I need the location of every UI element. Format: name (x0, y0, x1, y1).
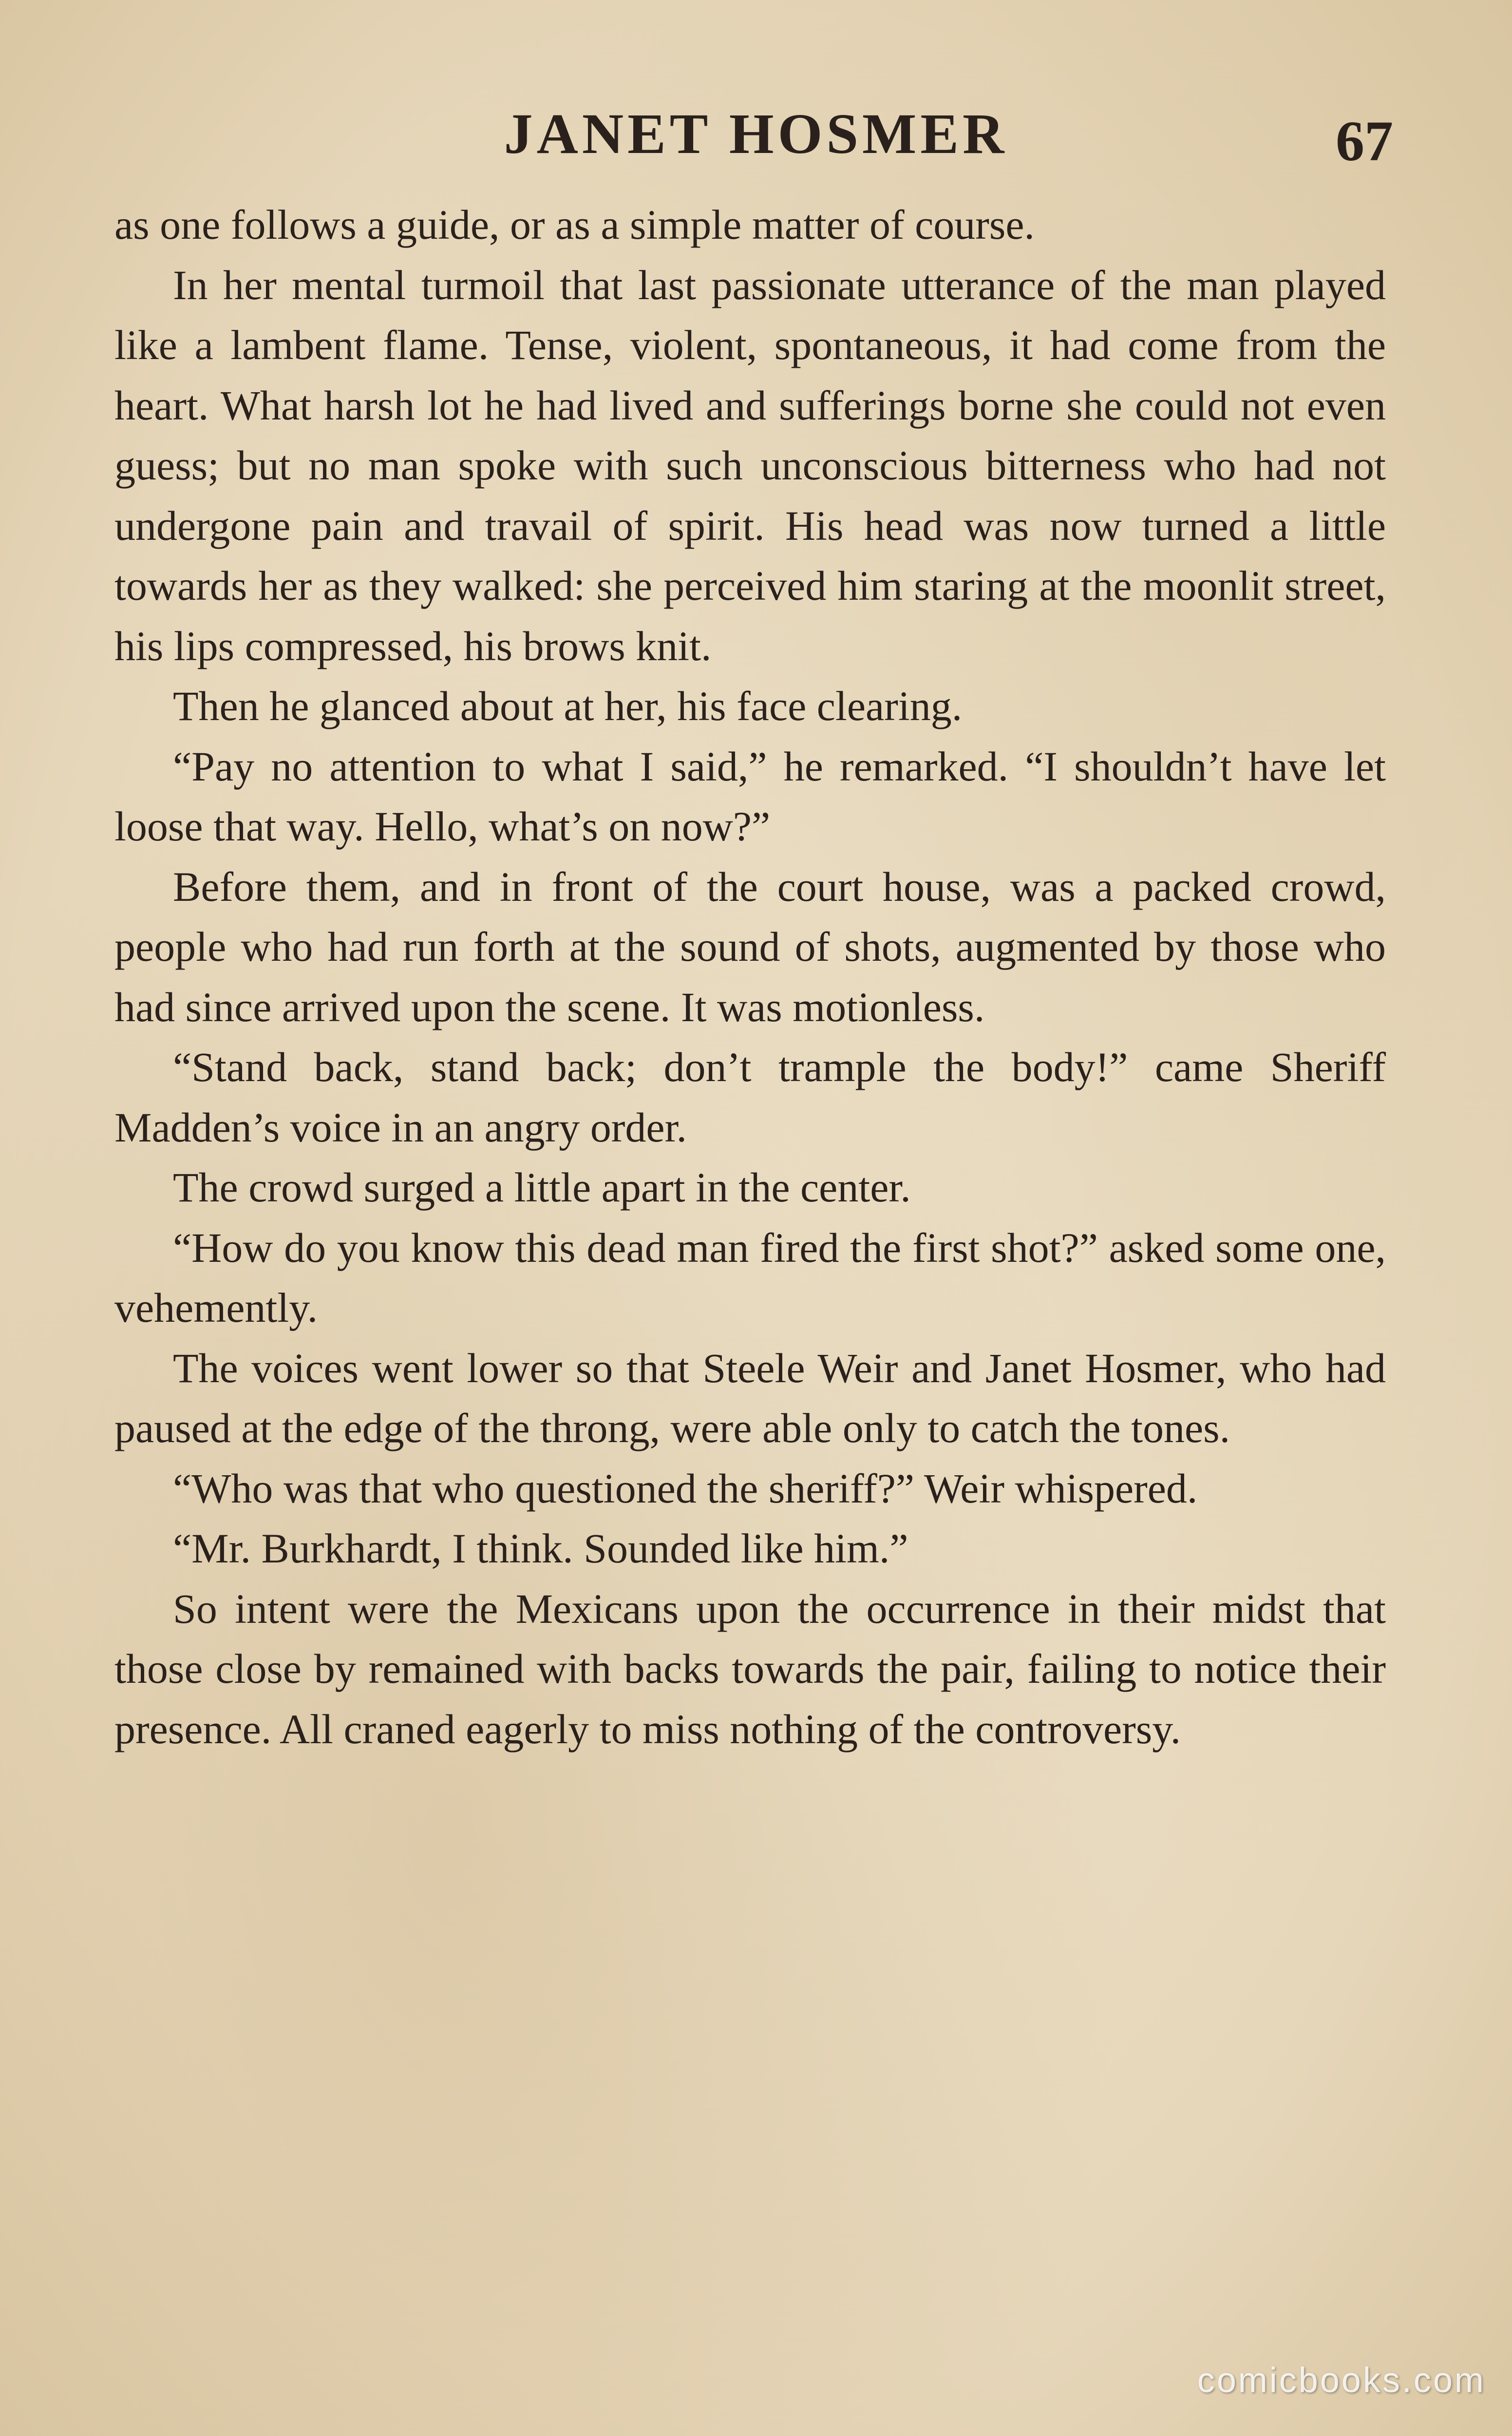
paragraph: The voices went lower so that Steele Weir and Janet Hosmer, who had paused at the edge of the throng, were able only to catch the tones. (114, 1344, 1386, 1451)
paragraph: “Mr. Burkhardt, I think. Sounded like him.” (173, 1525, 908, 1572)
paragraph: So intent were the Mexicans upon the occurrence in their midst that those close by remained with backs towards the pair, failing to notice their presence. All craned eagerly to miss nothing of the controversy. (114, 1585, 1386, 1752)
running-header-title: JANET HOSMER (504, 102, 1008, 166)
page-number: 67 (1336, 109, 1393, 173)
paragraph: “Pay no attention to what I said,” he remarked. “I shouldn’t have let loose that way. Hello, what’s on now?” (114, 742, 1386, 850)
paragraph: “Stand back, stand back; don’t trample the body!” came Sheriff Madden’s voice in an angry order. (114, 1044, 1386, 1151)
watermark: comicbooks.com (1197, 2361, 1486, 2400)
paragraph: The crowd surged a little apart in the center. (173, 1164, 911, 1211)
body-text (114, 195, 1386, 1759)
paragraph: as one follows a guide, or as a simple matter of course. (114, 201, 1035, 248)
paragraph: “How do you know this dead man fired the first shot?” asked some one, vehemently. (114, 1224, 1386, 1331)
paragraph: Then he glanced about at her, his face clearing. (173, 683, 963, 729)
paragraph: “Who was that who questioned the sheriff?” Weir whispered. (173, 1465, 1198, 1512)
paragraph: Before them, and in front of the court house, was a packed crowd, people who had run forth at the sound of shots, augmented by those who had since arrived upon the scene. It was motionless. (114, 863, 1386, 1030)
paragraph: In her mental turmoil that last passionate utterance of the man played like a lambent flame. Tense, violent, spontaneous, it had come from the heart. What harsh lot he had lived and sufferings borne she could not even guess; but no man spoke with such unconscious bitterness who had not undergone pain and travail of spirit. His head was now turned a little towards her as they walked: she perceived him staring at the moonlit street, his lips compressed, his brows knit. (114, 261, 1386, 669)
